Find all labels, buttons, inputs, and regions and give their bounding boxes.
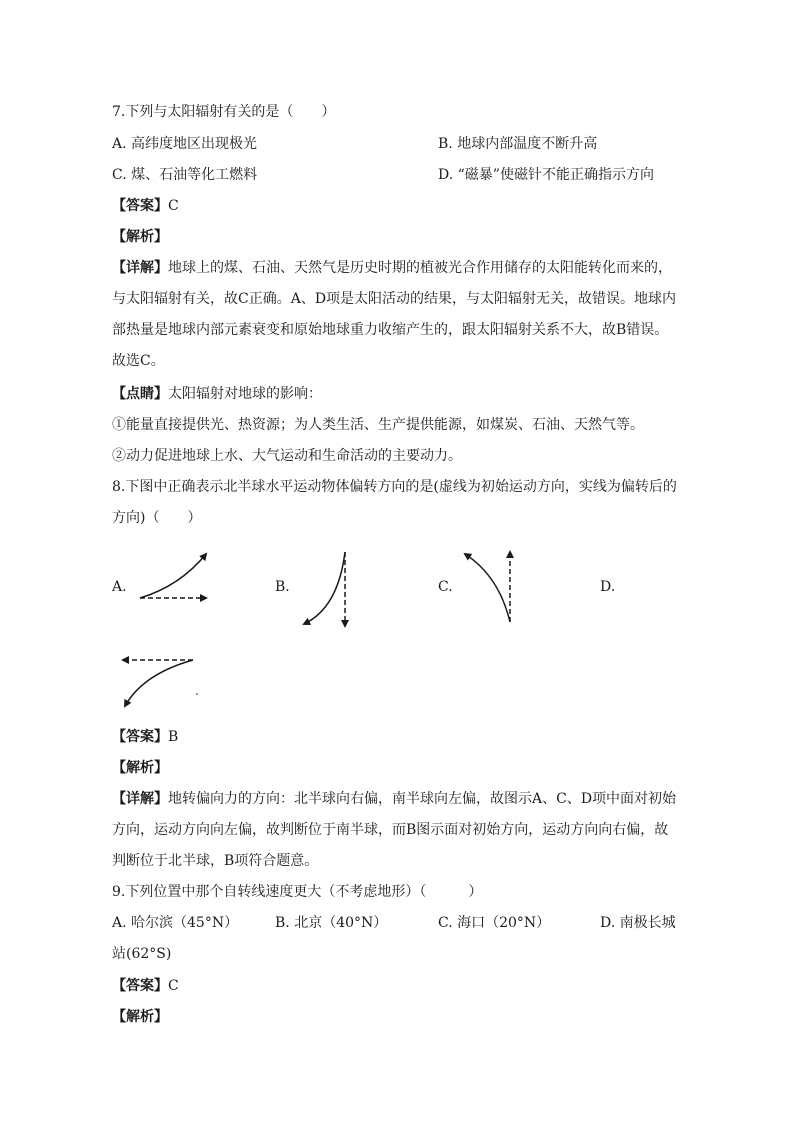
answer-value: C [168,198,179,214]
detail-text: 地转偏向力的方向：北半球向右偏，南半球向左偏，故图示A、C、D项中面对初始 [168,791,677,807]
q7-point-2: ②动力促进地球上水、大气运动和生命活动的主要动力。 [112,448,462,464]
q8-detail-line-3: 判断位于北半球，B项符合题意。 [112,853,319,869]
q8-option-d-label: D. [600,579,616,595]
q7-stem: 7.下列与太阳辐射有关的是（ ） [112,104,336,120]
q8-option-b-label: B. [275,579,290,595]
q8-stem-line-2: 方向)（ ） [112,510,202,526]
q7-detail-line-1 [112,258,672,278]
answer-value: C [168,978,179,994]
q8-stem-line-1: 8.下图中正确表示北半球水平运动物体偏转方向的是(虚线为初始运动方向，实线为偏转后的 [112,479,677,495]
tip-text: 太阳辐射对地球的影响： [168,386,322,402]
q9-option-a: A. 哈尔滨（45°N） [112,915,239,931]
figure-b [290,546,360,632]
figure-a [130,548,220,608]
q9-answer [112,976,179,996]
q9-option-d-continued: 站(62°S) [112,946,172,962]
q8-detail-line-1 [112,789,676,809]
q7-option-c: C. 煤、石油等化工燃料 [112,167,258,183]
figure-d [115,650,205,714]
answer-label: 【答案】 [112,198,168,214]
detail-label: 【详解】 [112,791,168,807]
deflected-direction-curve [125,660,193,706]
q8-analysis-label: 【解析】 [112,760,168,776]
deflected-direction-curve [465,554,510,622]
figure-c [455,546,525,628]
answer-value: B [168,729,179,745]
q7-answer [112,196,179,216]
q7-tip [112,384,322,404]
tip-label: 【点睛】 [112,386,168,402]
answer-label: 【答案】 [112,978,168,994]
q7-analysis-label: 【解析】 [112,229,168,245]
q8-option-c-label: C. [438,579,453,595]
q9-option-c: C. 海口（20°N） [438,915,551,931]
q8-option-a-label: A. [112,579,127,595]
deflected-direction-curve [140,554,206,598]
detail-label: 【详解】 [112,260,168,276]
q8-detail-line-2: 方向，运动方向向左偏，故判断位于南半球，而B图示面对初始方向，运动方向向右偏，故 [112,822,669,838]
q7-detail-line-3: 部热量是地球内部元素衰变和原始地球重力收缩产生的，跟太阳辐射关系不大，故B错误。 [112,322,669,338]
q9-analysis-label: 【解析】 [112,1009,168,1025]
q7-detail-line-4: 故选C。 [112,353,165,369]
q9-option-d: D. 南极长城 [600,915,676,931]
q7-option-b: B. 地球内部温度不断升高 [438,136,598,152]
deflected-direction-curve [304,552,345,624]
q7-option-a: A. 高纬度地区出现极光 [112,136,258,152]
q9-stem: 9.下列位置中那个自转线速度更大（不考虑地形）（ ） [112,884,483,900]
answer-label: 【答案】 [112,729,168,745]
q7-option-d: D. “磁暴”使磁针不能正确指示方向 [438,167,654,183]
stray-dot [196,693,198,695]
q7-point-1: ①能量直接提供光、热资源；为人类生活、生产提供能源，如煤炭、石油、天然气等。 [112,417,644,433]
q9-option-b: B. 北京（40°N） [275,915,388,931]
q8-answer [112,727,178,747]
detail-text: 地球上的煤、石油、天然气是历史时期的植被光合作用储存的太阳能转化而来的， [168,260,672,276]
q7-detail-line-2: 与太阳辐射有关，故C正确。A、D项是太阳活动的结果，与太阳辐射无关，故错误。地球内 [112,291,677,307]
